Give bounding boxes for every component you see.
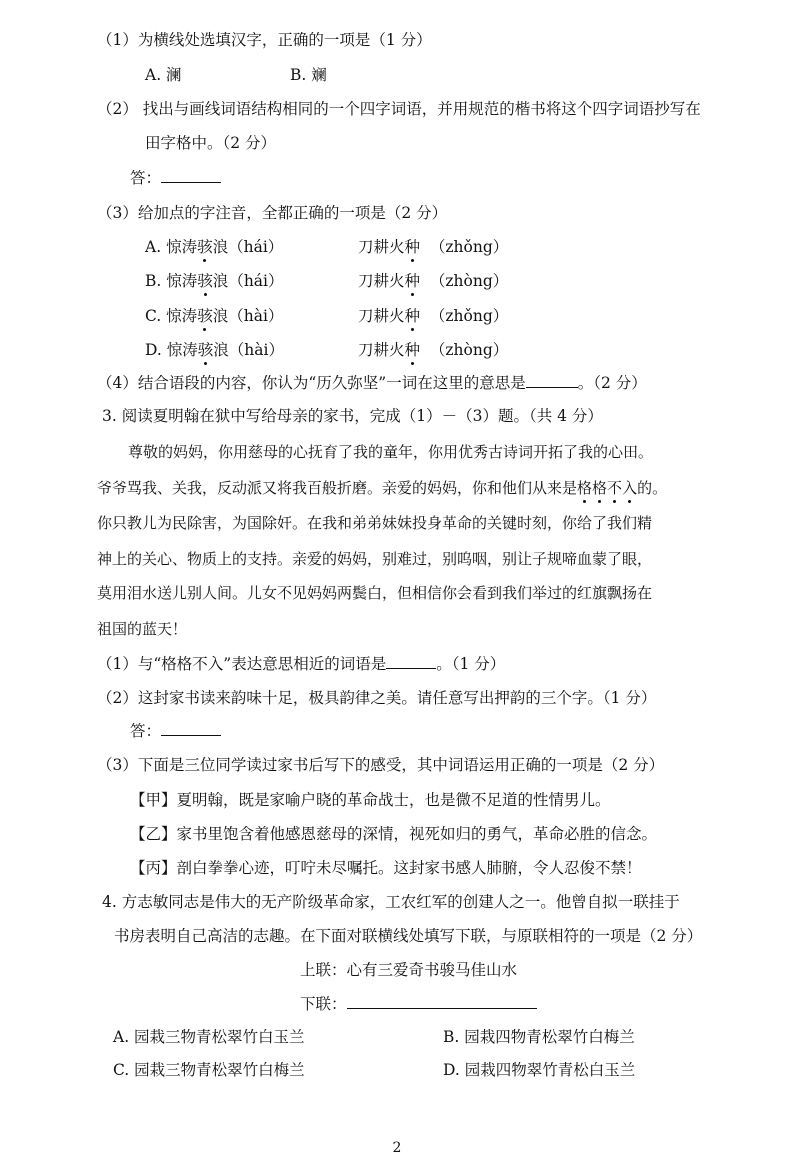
answer-blank[interactable] (526, 373, 578, 388)
q3-s3-prompt: （3）下面是三位同学读过家书后写下的感受，其中词语运用正确的一项是（2 分） (97, 756, 665, 774)
dotted-char: 入 (622, 479, 638, 497)
q2-s3-option-b-word2: 刀耕火种 （zhòng） (358, 272, 509, 290)
q2-s3-option-a-word2: 刀耕火种 （zhǒng） (358, 238, 509, 256)
q4-line2: 书房表明自己高洁的志趣。在下面对联横线处填写下联，与原联相符的一项是（2 分） (114, 927, 703, 945)
q2-s3-option-d-word2: 刀耕火种 （zhòng） (358, 341, 509, 359)
q2-s4: （4）结合语段的内容，你认为“历久弥坚”一词在这里的意思是 。（2 分） (97, 374, 647, 392)
q2-s3-option-d: D. 惊涛骇浪（hài） (145, 341, 284, 359)
dotted-char: 骇 (197, 341, 214, 359)
dotted-char: 骇 (197, 272, 213, 290)
dotted-char: 种 (404, 341, 421, 359)
q3-passage-line6: 祖国的蓝天！ (97, 620, 188, 638)
page-number: 2 (392, 1140, 402, 1156)
dotted-char: 种 (404, 272, 421, 290)
dotted-char: 格 (592, 479, 608, 497)
dotted-char: 不 (607, 479, 623, 497)
answer-blank[interactable] (161, 721, 221, 736)
q3-s1: （1）与“格格不入”表达意思相近的词语是 。（1 分） (97, 655, 506, 673)
q4-upper-couplet: 上联：心有三爱奇书骏马佳山水 (300, 961, 518, 979)
answer-label: 答： (130, 722, 162, 740)
q2-s2-line1: （2） 找出与画线词语结构相同的一个四字词语，并用规范的楷书将这个四字词语抄写在 (97, 100, 701, 118)
q3-passage-line4: 神上的关心、物质上的支持。亲爱的妈妈，别难过，别呜咽，别让子规啼血蒙了眼， (97, 550, 653, 568)
dotted-phrase (577, 479, 637, 497)
q3-passage-line2: 爷爷骂我、关我，反动派又将我百般折磨。亲爱的妈妈，你和他们从来是格格不入的。 (97, 479, 668, 497)
q3-passage-line5: 莫用泪水送儿别人间。儿女不见妈妈两鬓白，但相信你会看到我们举过的红旗飘扬在 (97, 584, 653, 602)
answer-label: 答： (130, 169, 162, 187)
q4-option-d: D. 园栽四物翠竹青松白玉兰 (443, 1061, 636, 1079)
q2-s3-option-c-word2: 刀耕火种 （zhǒng） (358, 307, 509, 325)
q2-s1-option-a: A. 澜 (145, 66, 182, 84)
q2-s2-answer (130, 168, 221, 188)
q3-s2-prompt: （2）这封家书读来韵味十足，极具韵律之美。请任意写出押韵的三个字。（1 分） (97, 689, 657, 707)
answer-blank[interactable] (161, 168, 221, 183)
q3-s3-bing: 【丙】剖白拳拳心迹，叮咛未尽嘱托。这封家书感人肺腑，令人忍俊不禁！ (130, 859, 642, 877)
q2-s3-option-a: A. 惊涛骇浪（hái） (145, 238, 284, 256)
answer-blank[interactable] (386, 654, 436, 669)
q3-passage-line3: 你只教儿为民除害，为国除奸。在我和弟弟妹妹投身革命的关键时刻，你给了我们精 (97, 514, 653, 532)
q3-title: 3. 阅读夏明翰在狱中写给母亲的家书，完成（1）－（3）题。（共 4 分） (102, 407, 603, 425)
q2-s2-line2: 田字格中。（2 分） (145, 134, 277, 152)
q4-option-a: A. 园栽三物青松翠竹白玉兰 (113, 1028, 305, 1046)
q2-s3-prompt: （3）给加点的字注音，全都正确的一项是（2 分） (97, 204, 448, 222)
q3-s2-answer (130, 721, 221, 741)
dotted-char: 种 (404, 307, 421, 325)
q2-s3-option-b: B. 惊涛骇浪（hái） (145, 272, 284, 290)
q2-s1-prompt: （1）为横线处选填汉字，正确的一项是（1 分） (97, 31, 432, 49)
dotted-char: 种 (404, 238, 421, 256)
answer-blank[interactable] (347, 994, 537, 1009)
q3-s3-yi: 【乙】家书里饱含着他感恩慈母的深情，视死如归的勇气，革命必胜的信念。 (130, 825, 658, 843)
q4-lower-couplet: 下联： (300, 994, 537, 1014)
dotted-char: 骇 (197, 238, 213, 256)
dotted-char: 格 (577, 479, 593, 497)
q4-line1: 4. 方志敏同志是伟大的无产阶级革命家，工农红军的创建人之一。他曾自拟一联挂于 (102, 893, 680, 911)
q3-s3-jia: 【甲】夏明翰，既是家喻户晓的革命战士，也是微不足道的性情男儿。 (130, 791, 611, 809)
q4-option-b: B. 园栽四物青松翠竹白梅兰 (443, 1028, 635, 1046)
q4-option-c: C. 园栽三物青松翠竹白梅兰 (113, 1061, 305, 1079)
q2-s3-option-c: C. 惊涛骇浪（hài） (145, 307, 284, 325)
q3-passage-line1: 尊敬的妈妈，你用慈母的心抚育了我的童年，你用优秀古诗词开拓了我的心田。 (128, 443, 654, 461)
q2-s1-option-b: B. 斓 (290, 66, 327, 84)
dotted-char: 骇 (197, 307, 213, 325)
